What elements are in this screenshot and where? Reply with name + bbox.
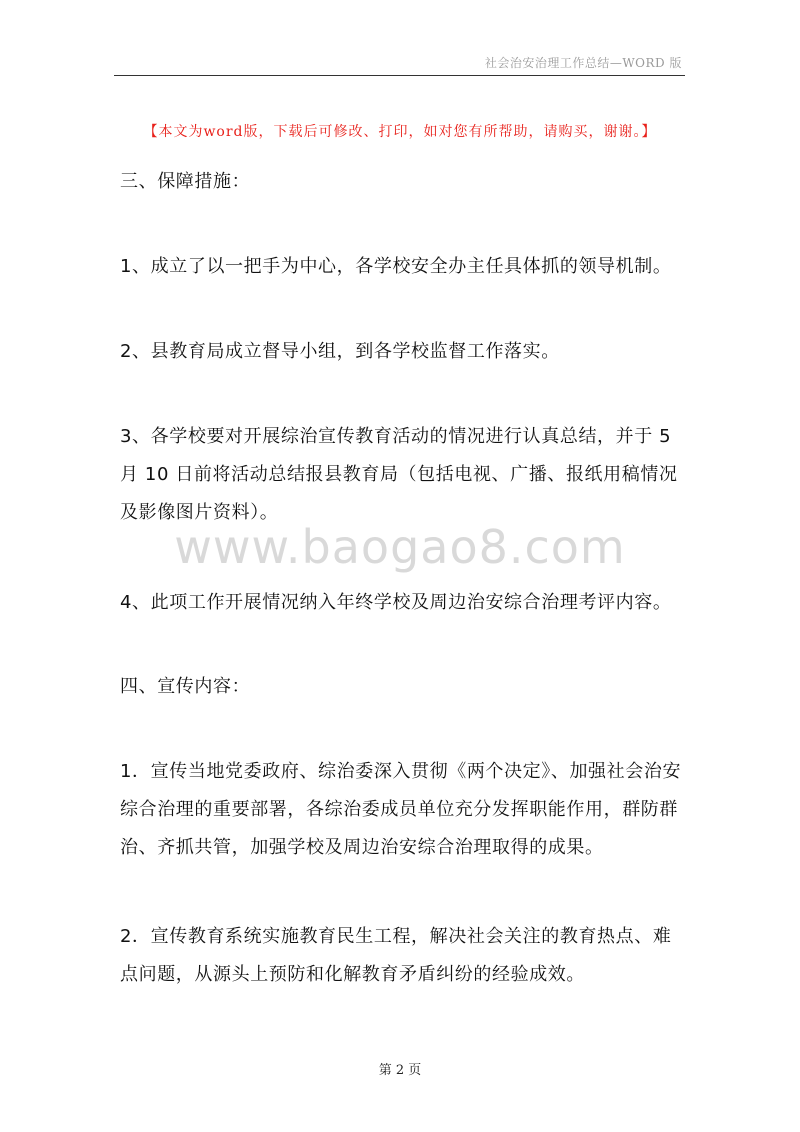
section-3-item-2: 2、县教育局成立督导小组，到各学校监督工作落实。 (120, 341, 560, 362)
section-3-item-1: 1、成立了以一把手为中心，各学校安全办主任具体抓的领导机制。 (120, 256, 672, 277)
running-header: 社会治安治理工作总结—WORD 版 (484, 56, 682, 70)
section-3-item-3: 3、各学校要对开展综治宣传教育活动的情况进行认真总结，并于 5 月 10 日前将活动总结报县教育局（包括电视、广播、报纸用稿情况及影像图片资料）。 (120, 426, 678, 523)
watermark: www.baogao8.com (174, 520, 626, 574)
section-3-item-4: 4、此项工作开展情况纳入年终学校及周边治安综合治理考评内容。 (120, 592, 672, 613)
section-4-item-1: 1．宣传当地党委政府、综治委深入贯彻《两个决定》、加强社会治安综合治理的重要部署，各综治委成员单位充分发挥职能作用，群防群治、齐抓共管，加强学校及周边治安综合治理取得的成果。 (120, 761, 682, 858)
section-4-heading: 四、宣传内容： (120, 676, 251, 697)
section-3-heading: 三、保障措施： (120, 171, 251, 192)
section-4-item-2: 2．宣传教育系统实施教育民生工程，解决社会关注的教育热点、难点问题，从源头上预防和化解教育矛盾纠纷的经验成效。 (120, 926, 672, 985)
page-number: 第 2 页 (378, 1063, 422, 1078)
header-divider (114, 75, 685, 76)
purchase-notice: 【本文为word版，下载后可修改、打印，如对您有所帮助，请购买，谢谢。】 (143, 124, 657, 140)
